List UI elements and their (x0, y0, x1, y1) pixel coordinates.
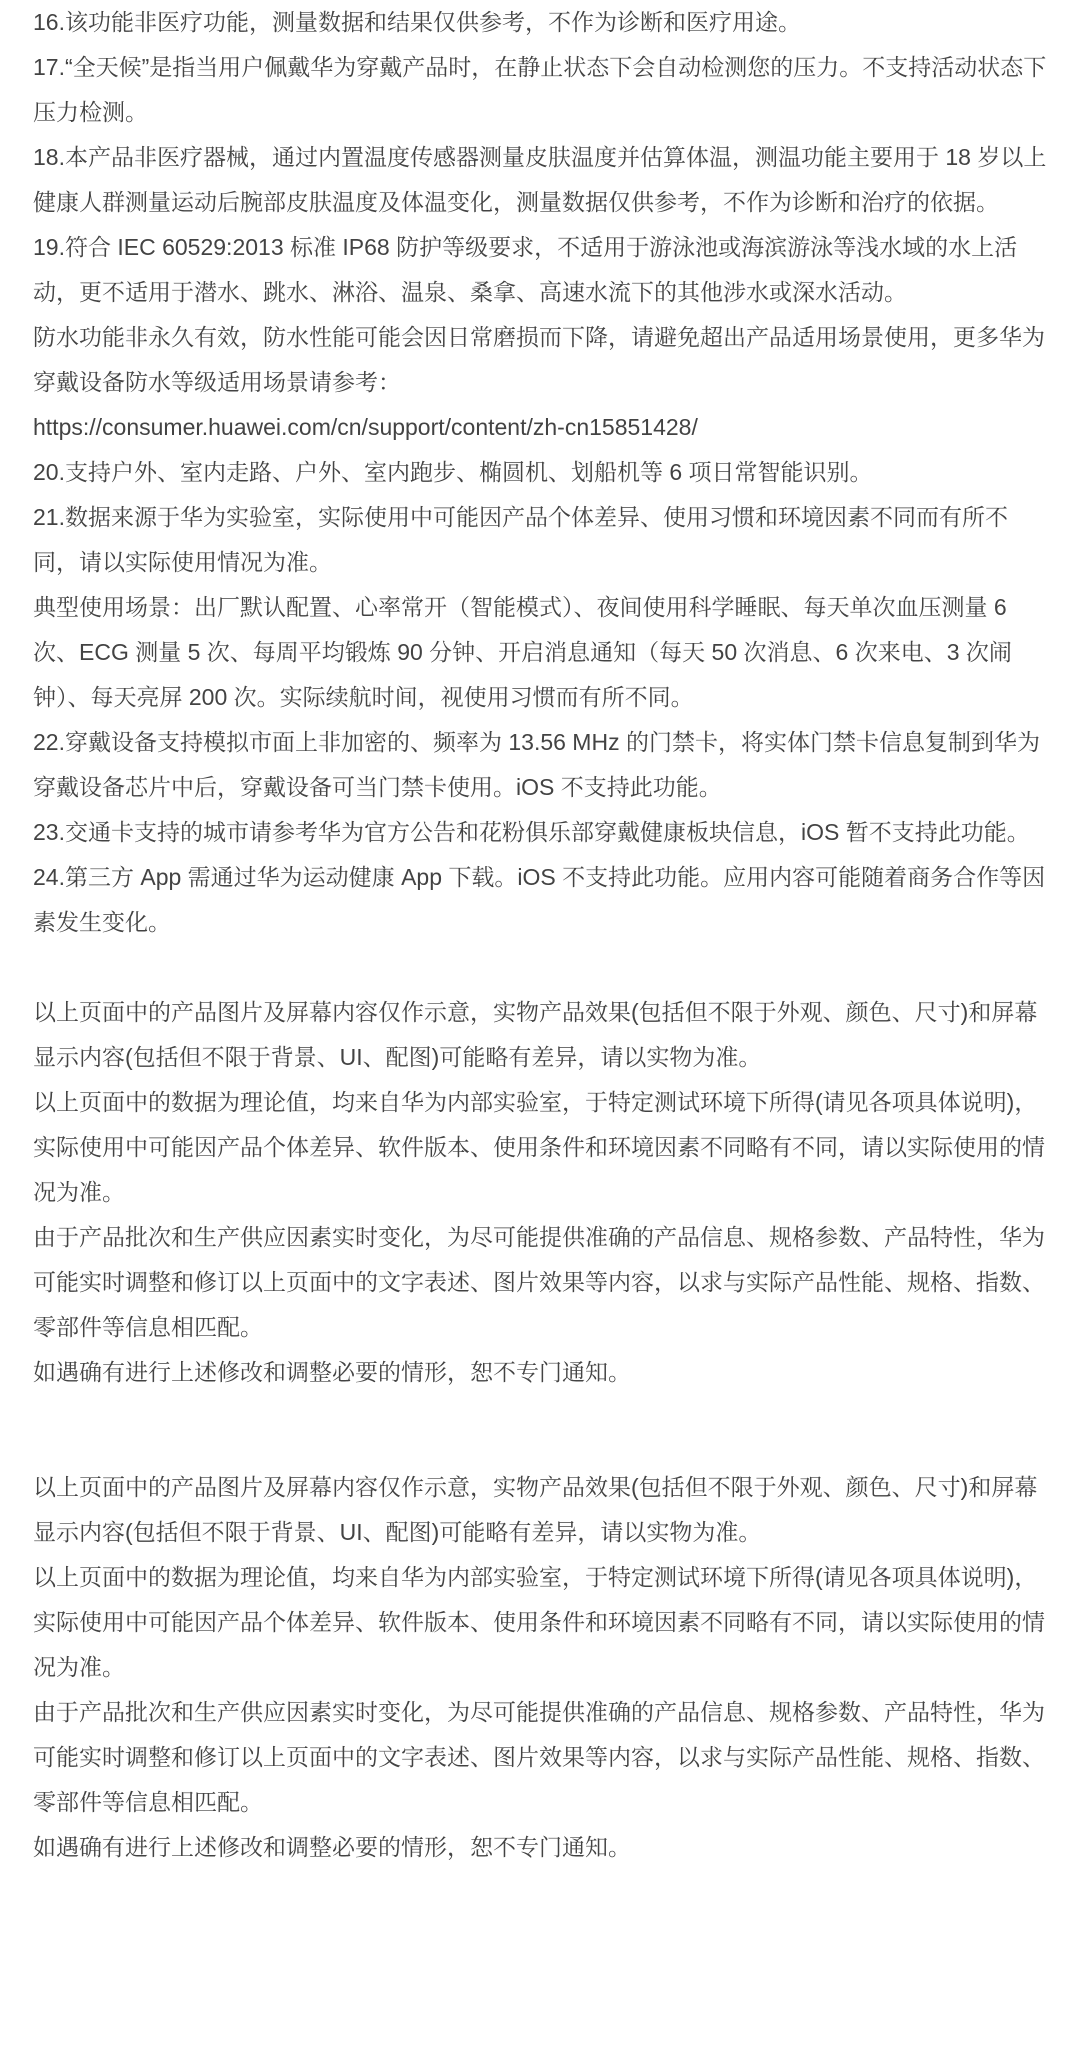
disclaimer-lab-data: 以上页面中的数据为理论值，均来自华为内部实验室，于特定测试环境下所得(请见各项具体说明)，实际使用中可能因产品个体差异、软件版本、使用条件和环境因素不同略有不同，请以实际使用的情况为准。 (33, 1564, 1045, 1680)
disclaimer-revisions: 由于产品批次和生产供应因素实时变化，为尽可能提供准确的产品信息、规格参数、产品特性，华为可能实时调整和修订以上页面中的文字表述、图片效果等内容，以求与实际产品性能、规格、指数、零部件等信息相匹配。 (33, 1699, 1045, 1815)
note-24: 24.第三方 App 需通过华为运动健康 App 下载。iOS 不支持此功能。应用内容可能随着商务合作等因素发生变化。 (33, 864, 1046, 935)
disclaimer-lab-data: 以上页面中的数据为理论值，均来自华为内部实验室，于特定测试环境下所得(请见各项具体说明)，实际使用中可能因产品个体差异、软件版本、使用条件和环境因素不同略有不同，请以实际使用的情况为准。 (33, 1089, 1045, 1205)
disclaimer-visuals: 以上页面中的产品图片及屏幕内容仅作示意，实物产品效果(包括但不限于外观、颜色、尺寸)和屏幕显示内容(包括但不限于背景、UI、配图)可能略有差异，请以实物为准。 (33, 1474, 1038, 1545)
notes-section (33, 0, 1047, 945)
support-url: https://consumer.huawei.com/cn/support/content/zh-cn15851428/ (33, 414, 698, 440)
disclaimer-block-primary (33, 990, 1047, 1395)
note-18: 18.本产品非医疗器械，通过内置温度传感器测量皮肤温度并估算体温，测温功能主要用于 18 岁以上健康人群测量运动后腕部皮肤温度及体温变化，测量数据仅供参考，不作为诊断和治疗的依据。 (33, 144, 1047, 215)
disclaimer-no-notice: 如遇确有进行上述修改和调整必要的情形，恕不专门通知。 (33, 1834, 631, 1860)
note-23: 23.交通卡支持的城市请参考华为官方公告和花粉俱乐部穿戴健康板块信息，iOS 暂不支持此功能。 (33, 819, 1030, 845)
note-20: 20.支持户外、室内走路、户外、室内跑步、椭圆机、划船机等 6 项日常智能识别。 (33, 459, 873, 485)
disclaimer-visuals: 以上页面中的产品图片及屏幕内容仅作示意，实物产品效果(包括但不限于外观、颜色、尺寸)和屏幕显示内容(包括但不限于背景、UI、配图)可能略有差异，请以实物为准。 (33, 999, 1038, 1070)
note-21-typical-usage: 典型使用场景：出厂默认配置、心率常开（智能模式）、夜间使用科学睡眠、每天单次血压测量 6 次、ECG 测量 5 次、每周平均锻炼 90 分钟、开启消息通知（每天 50 次消息、6 次来电、3 次闹钟）、每天亮屏 200 次。实际续航时间，视使用习惯而有所不同。 (33, 594, 1012, 710)
disclaimer-revisions: 由于产品批次和生产供应因素实时变化，为尽可能提供准确的产品信息、规格参数、产品特性，华为可能实时调整和修订以上页面中的文字表述、图片效果等内容，以求与实际产品性能、规格、指数、零部件等信息相匹配。 (33, 1224, 1045, 1340)
note-16: 16.该功能非医疗功能，测量数据和结果仅供参考，不作为诊断和医疗用途。 (33, 9, 801, 35)
disclaimer-block-repeat (33, 1465, 1047, 1870)
note-19: 19.符合 IEC 60529:2013 标准 IP68 防护等级要求，不适用于游泳池或海滨游泳等浅水域的水上活动，更不适用于潜水、跳水、淋浴、温泉、桑拿、高速水流下的其他涉水或深水活动。 (33, 234, 1018, 305)
note-22: 22.穿戴设备支持模拟市面上非加密的、频率为 13.56 MHz 的门禁卡，将实体门禁卡信息复制到华为穿戴设备芯片中后，穿戴设备可当门禁卡使用。iOS 不支持此功能。 (33, 729, 1040, 800)
note-19-waterproof-wear: 防水功能非永久有效，防水性能可能会因日常磨损而下降，请避免超出产品适用场景使用，更多华为穿戴设备防水等级适用场景请参考： (33, 324, 1045, 395)
note-21: 21.数据来源于华为实验室，实际使用中可能因产品个体差异、使用习惯和环境因素不同而有所不同，请以实际使用情况为准。 (33, 504, 1008, 575)
disclaimer-no-notice: 如遇确有进行上述修改和调整必要的情形，恕不专门通知。 (33, 1359, 631, 1385)
note-17: 17.“全天候”是指当用户佩戴华为穿戴产品时，在静止状态下会自动检测您的压力。不支持活动状态下压力检测。 (33, 54, 1047, 125)
